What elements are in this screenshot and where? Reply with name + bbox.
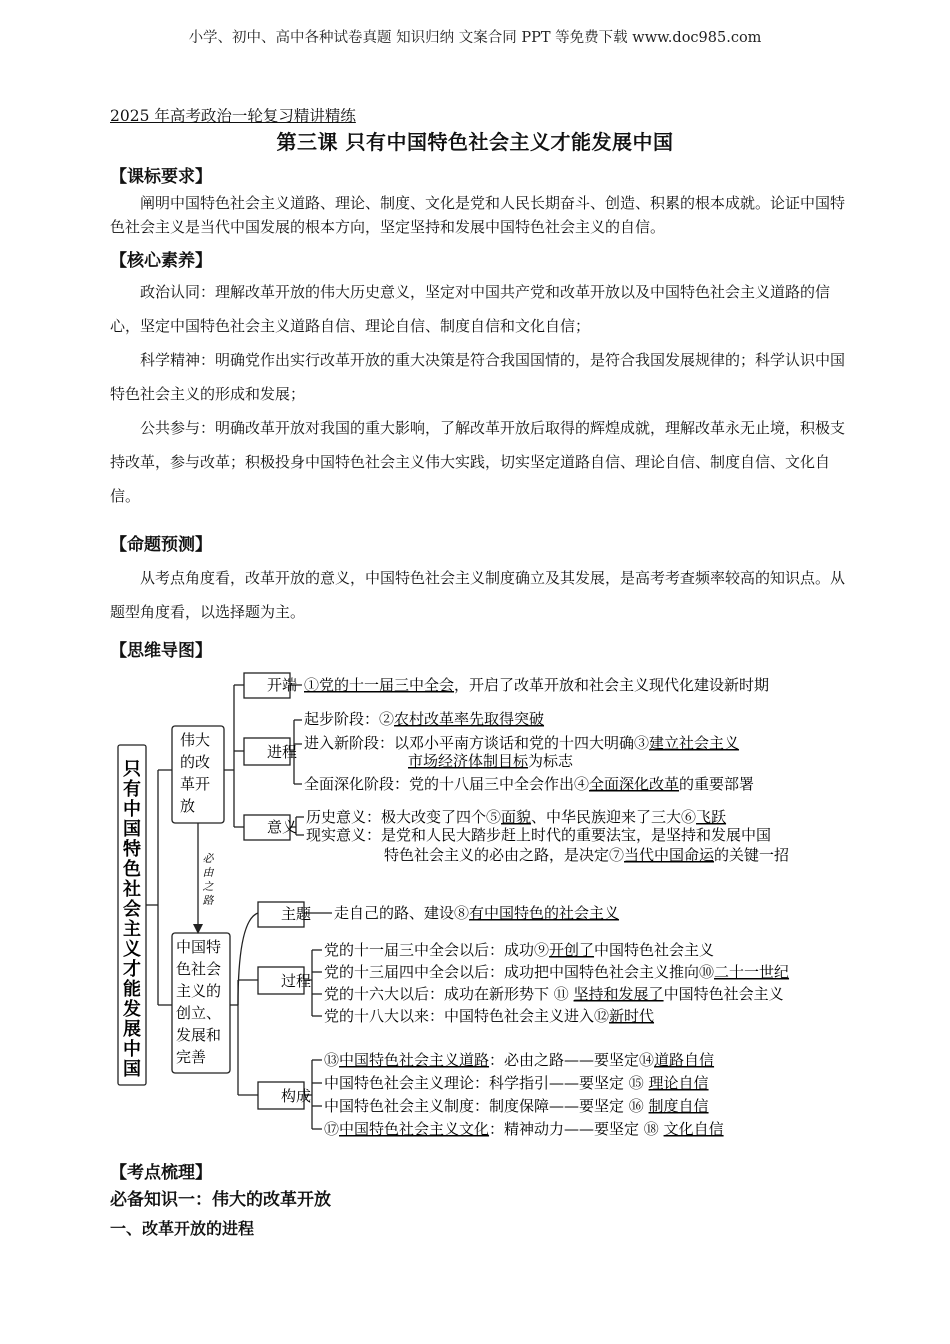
hexin-p3: 公共参与：明确改革开放对我国的重大影响，了解改革开放后取得的辉煌成就，理解改革永无止境，积极支持改革，参与改革；积极投身中国特色社会主义伟大实践，切实坚定道路自信、理论自信、制度自信、文化自信。 (110, 419, 846, 505)
branch2-label (176, 938, 221, 1066)
jincheng-l4: 全面深化阶段：党的十八届三中全会作出④全面深化改革的重要部署 (304, 775, 755, 793)
heading-kebiao: 【课标要求】 (110, 167, 212, 187)
label-goucheng: 构成 (281, 1087, 312, 1105)
label-guocheng: 过程 (281, 972, 312, 990)
mindmap-label-line: 革开 (180, 775, 211, 793)
heading-siwei: 【思维导图】 (110, 641, 212, 661)
document-title: 第三课 只有中国特色社会主义才能发展中国 (276, 130, 674, 154)
jincheng-l1: 起步阶段：②农村改革率先取得突破 (304, 710, 545, 728)
document-subtitle: 2025 年高考政治一轮复习精讲精练 (110, 107, 356, 125)
guocheng-l4: 党的十八大以来：中国特色社会主义进入⑫新时代 (324, 1007, 655, 1025)
kaiduan-line: ①党的十一届三中全会，开启了改革开放和社会主义现代化建设新时期 (304, 676, 770, 694)
mindmap-label-line: 发展和 (176, 1026, 222, 1044)
goucheng-l1: ⑬中国特色社会主义道路：必由之路——要坚定⑭道路自信 (324, 1051, 715, 1069)
zhuti-line: 走自己的路、建设⑧有中国特色的社会主义 (334, 904, 620, 922)
mindmap-label-line: 主义的 (176, 982, 222, 1000)
yiyi-l1: 历史意义：极大改变了四个⑤面貌、中华民族迎来了三大⑥飞跃 (306, 808, 727, 826)
jincheng-l2: 进入新阶段：以邓小平南方谈话和党的十四大明确③建立社会主义 (304, 734, 740, 752)
mindmap-label-line: 放 (180, 797, 196, 815)
mindmap-label-line: 完善 (176, 1048, 207, 1066)
mindmap-label-line: 色社会 (176, 960, 222, 978)
label-zhuti: 主题 (281, 905, 312, 923)
knowledge-title: 必备知识一：伟大的改革开放 (110, 1190, 331, 1210)
connector-text: 必由之路 (202, 852, 214, 907)
sub-title: 一、改革开放的进程 (110, 1219, 255, 1238)
hexin-p1: 政治认同：理解改革开放的伟大历史意义，坚定对中国共产党和改革开放以及中国特色社会主义道路的信心，坚定中国特色社会主义道路自信、理论自信、制度自信和文化自信； (110, 283, 831, 335)
hexin-p2: 科学精神：明确党作出实行改革开放的重大决策是符合我国国情的，是符合我国发展规律的；科学认识中国特色社会主义的形成和发展； (110, 351, 846, 403)
guocheng-l2: 党的十三届四中全会以后：成功把中国特色社会主义推向⑩二十一世纪 (324, 963, 790, 981)
page-header: 小学、初中、高中各种试卷真题 知识归纳 文案合同 PPT 等免费下载 www.doc985.com (188, 30, 762, 46)
mindmap-label-line: 创立、 (176, 1004, 222, 1022)
goucheng-l4: ⑰中国特色社会主义文化：精神动力——要坚定 ⑱ 文化自信 (324, 1120, 724, 1138)
yiyi-l2: 现实意义：是党和人民大踏步赶上时代的重要法宝，是坚持和发展中国 (306, 826, 772, 844)
heading-kaodian: 【考点梳理】 (110, 1163, 212, 1183)
heading-hexin: 【核心素养】 (110, 251, 212, 271)
yiyi-l3: 特色社会主义的必由之路，是决定⑦当代中国命运的关键一招 (384, 846, 790, 864)
root-text: 只有中国特色社会主义才能发展中国 (123, 759, 141, 1080)
goucheng-l2: 中国特色社会主义理论：科学指引——要坚定 ⑮ 理论自信 (324, 1074, 709, 1092)
mindmap-label-line: 中国特 (176, 938, 222, 956)
mindmap-label-line: 伟大 (180, 731, 211, 749)
label-kaiduan: 开端 (267, 676, 298, 694)
label-jincheng: 进程 (267, 743, 298, 761)
guocheng-l1: 党的十一届三中全会以后：成功⑨开创了中国特色社会主义 (324, 941, 715, 959)
heading-mingti: 【命题预测】 (110, 535, 212, 555)
mingti-text: 从考点角度看，改革开放的意义，中国特色社会主义制度确立及其发展，是高考考查频率较高的知识点。从题型角度看，以选择题为主。 (110, 569, 846, 621)
guocheng-l3: 党的十六大以后：成功在新形势下 ⑪ 坚持和发展了中国特色社会主义 (324, 985, 784, 1003)
branch1-label (180, 731, 210, 815)
jincheng-l3: 市场经济体制目标为标志 (408, 752, 574, 770)
goucheng-l3: 中国特色社会主义制度：制度保障——要坚定 ⑯ 制度自信 (324, 1097, 709, 1115)
label-yiyi: 意义 (267, 818, 298, 836)
kebiao-text: 阐明中国特色社会主义道路、理论、制度、文化是党和人民长期奋斗、创造、积累的根本成就。论证中国特色社会主义是当代中国发展的根本方向，坚定坚持和发展中国特色社会主义的自信。 (110, 194, 846, 236)
mindmap-label-line: 的改 (180, 753, 211, 771)
